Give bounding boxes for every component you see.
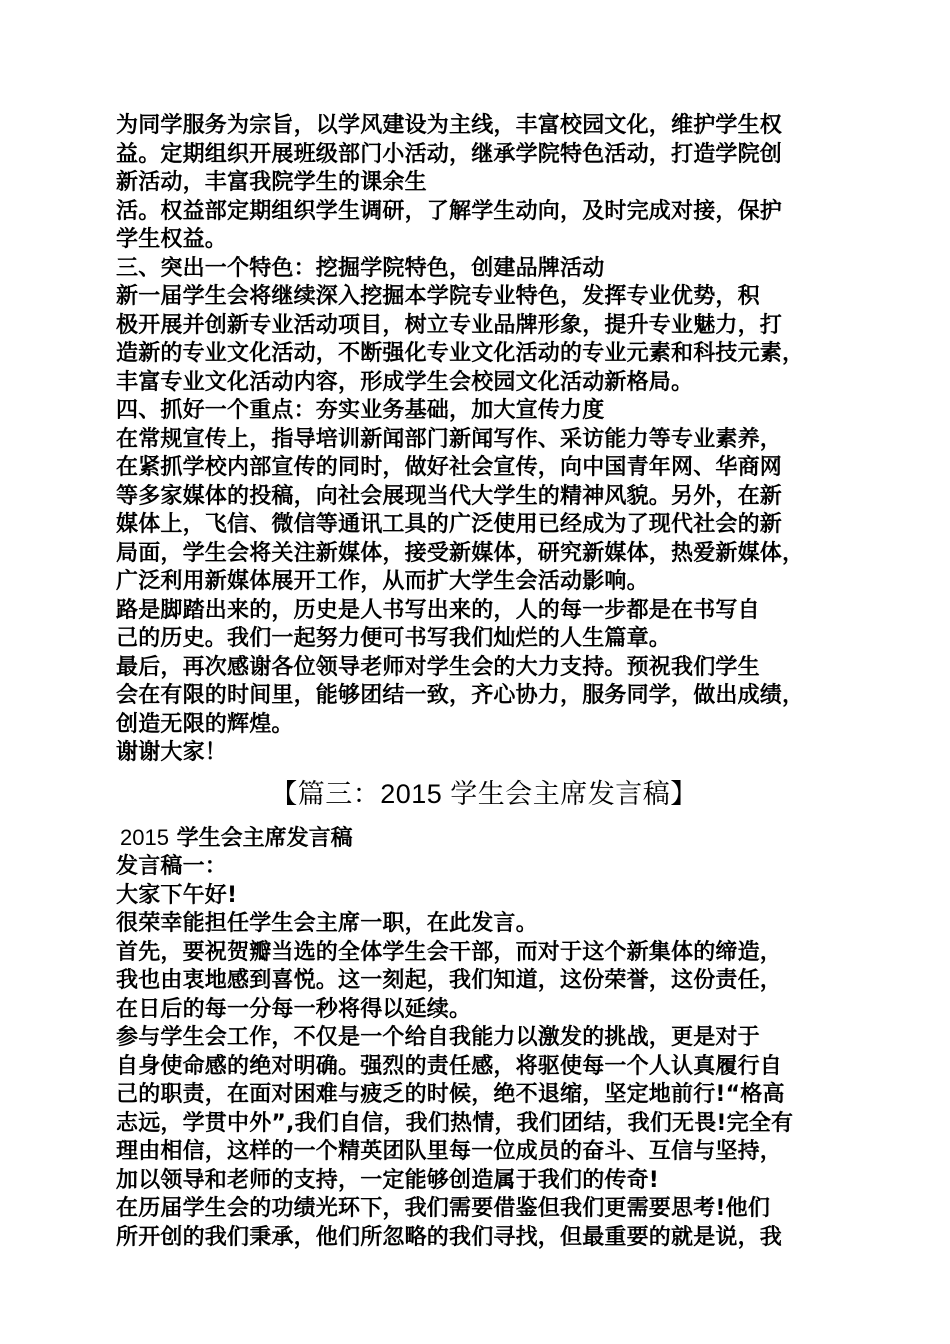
speech-label: 发言稿一： [116, 854, 228, 879]
paragraph: 新一届学生会将继续深入挖掘本学院专业特色，发挥专业优势，积 极开展并创新专业活动项目，树立专业品牌形象，提升专业魅力，打 造新的专业文化活动，不断强化专业文化活动的专业元素和科技元素， 丰富专业文化活动内容，形成学生会校园文化活动新格局。 [116, 284, 805, 395]
greeting: 大家下午好! [116, 882, 238, 908]
paragraph: 在历届学生会的功绩光环下，我们需要借鉴但我们更需要思考!他们 所开创的我们秉承，他们所忽略的我们寻找，但最重要的就是说，我 [116, 1196, 783, 1250]
paragraph: 参与学生会工作，不仅是一个给自我能力以激发的挑战，更是对于 自身使命感的绝对明确。强烈的责任感，将驱使每一个人认真履行自 己的职责，在面对困难与疲乏的时候，绝不退缩，坚定地前行!“格高 志远，学贯中外”,我们自信，我们热情，我们团结，我们无畏!完全有 理由相信，这样的一个精英团队里每一位成员的奋斗、互信与坚持， 加以领导和老师的支持，一定能够创造属于我们的传奇! [116, 1025, 794, 1193]
heading-three: 三、突出一个特色：挖掘学院特色，创建品牌活动 [116, 255, 605, 281]
paragraph: 很荣幸能担任学生会主席一职，在此发言。 [116, 911, 538, 936]
part1-body [116, 112, 852, 768]
document-title-text: 学生会主席发言稿 [168, 825, 353, 851]
paragraph: 路是脚踏出来的，历史是人书写出来的，人的每一步都是在书写自 己的历史。我们一起努力便可书写我们灿烂的人生篇章。 [116, 597, 760, 651]
document-title [116, 824, 852, 854]
document-title-year: 2015 [120, 824, 169, 850]
document-page [116, 112, 852, 1252]
heading-four: 四、抓好一个重点：夯实业务基础，加大宣传力度 [116, 398, 605, 423]
paragraph: 在常规宣传上，指导培训新闻部门新闻写作、采访能力等专业素养， 在紧抓学校内部宣传的同时，做好社会宣传，向中国青年网、华商网 等多家媒体的投稿，向社会展现当代大学生的精神风貌。另外，在新 媒体上，飞信、微信等通讯工具的广泛使用已经成为了现代社会的新 局面，学生会将关注新媒体，接受新媒体，研究新媒体，热爱新媒体， 广泛利用新媒体展开工作，从而扩大学生会活动影响。 [116, 426, 805, 594]
paragraph: 首先，要祝贺瓣当选的全体学生会干部，而对于这个新集体的缔造， 我也由衷地感到喜悦。这一刻起，我们知道，这份荣誉，这份责任， 在日后的每一分每一秒将得以延续。 [116, 939, 783, 1022]
paragraph: 为同学服务为宗旨，以学风建设为主线，丰富校园文化，维护学生权 益。定期组织开展班级部门小活动，继承学院特色活动，打造学院创 新活动，丰富我院学生的课余生 活。权益部定期组织学生调研，了解学生动向，及时完成对接，保护 学生权益。 [116, 113, 783, 252]
closing-thanks: 谢谢大家！ [116, 740, 228, 765]
part2-body [116, 853, 852, 1252]
paragraph: 最后，再次感谢各位领导老师对学生会的大力支持。预祝我们学生 会在有限的时间里，能够团结一致，齐心协力，服务同学，做出成绩， 创造无限的辉煌。 [116, 654, 805, 737]
section-heading: 【篇三：2015 学生会主席发言稿】 [270, 778, 698, 809]
